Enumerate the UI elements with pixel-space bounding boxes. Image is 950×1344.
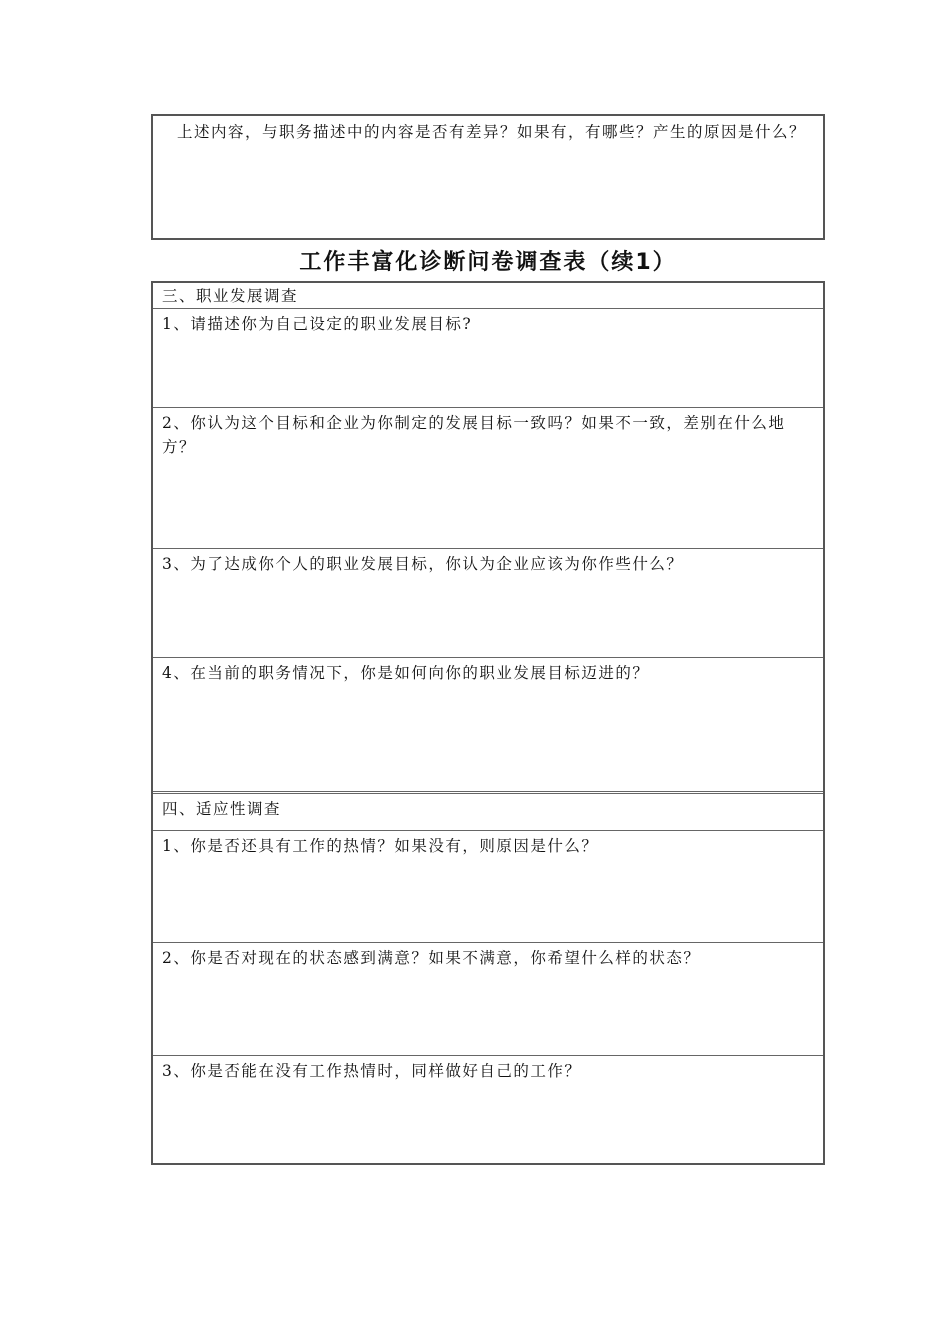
question-row [153, 943, 823, 1056]
question-text: 2、你是否对现在的状态感到满意？如果不满意，你希望什么样的状态？ [162, 949, 701, 967]
question-text: 1、你是否还具有工作的热情？如果没有，则原因是什么？ [162, 837, 599, 855]
previous-question-box [151, 114, 825, 240]
question-text: 3、你是否能在没有工作热情时，同样做好自己的工作？ [162, 1062, 582, 1080]
question-text: 1、请描述你为自己设定的职业发展目标? [162, 315, 473, 333]
question-text: 4、在当前的职务情况下，你是如何向你的职业发展目标迈进的？ [162, 664, 650, 682]
question-row [153, 658, 823, 794]
question-text: 2、你认为这个目标和企业为你制定的发展目标一致吗？如果不一致，差别在什么地方？ [162, 414, 786, 456]
section-heading-adaptability [153, 794, 823, 831]
section-heading-career [153, 283, 823, 309]
question-row [153, 831, 823, 943]
question-row [153, 1056, 823, 1163]
question-row [153, 309, 823, 408]
page-title: 工作丰富化诊断问卷调查表（续1） [299, 250, 677, 275]
question-row [153, 549, 823, 658]
section-heading-adaptability-label: 四、适应性调查 [162, 800, 282, 818]
section-heading-career-label: 三、职业发展调查 [162, 287, 299, 305]
question-row [153, 408, 823, 549]
previous-question-text: 上述内容，与职务描述中的内容是否有差异？如果有，有哪些？产生的原因是什么？ [177, 123, 807, 141]
questionnaire-table [151, 281, 825, 1165]
question-text: 3、为了达成你个人的职业发展目标，你认为企业应该为你作些什么？ [162, 555, 684, 573]
